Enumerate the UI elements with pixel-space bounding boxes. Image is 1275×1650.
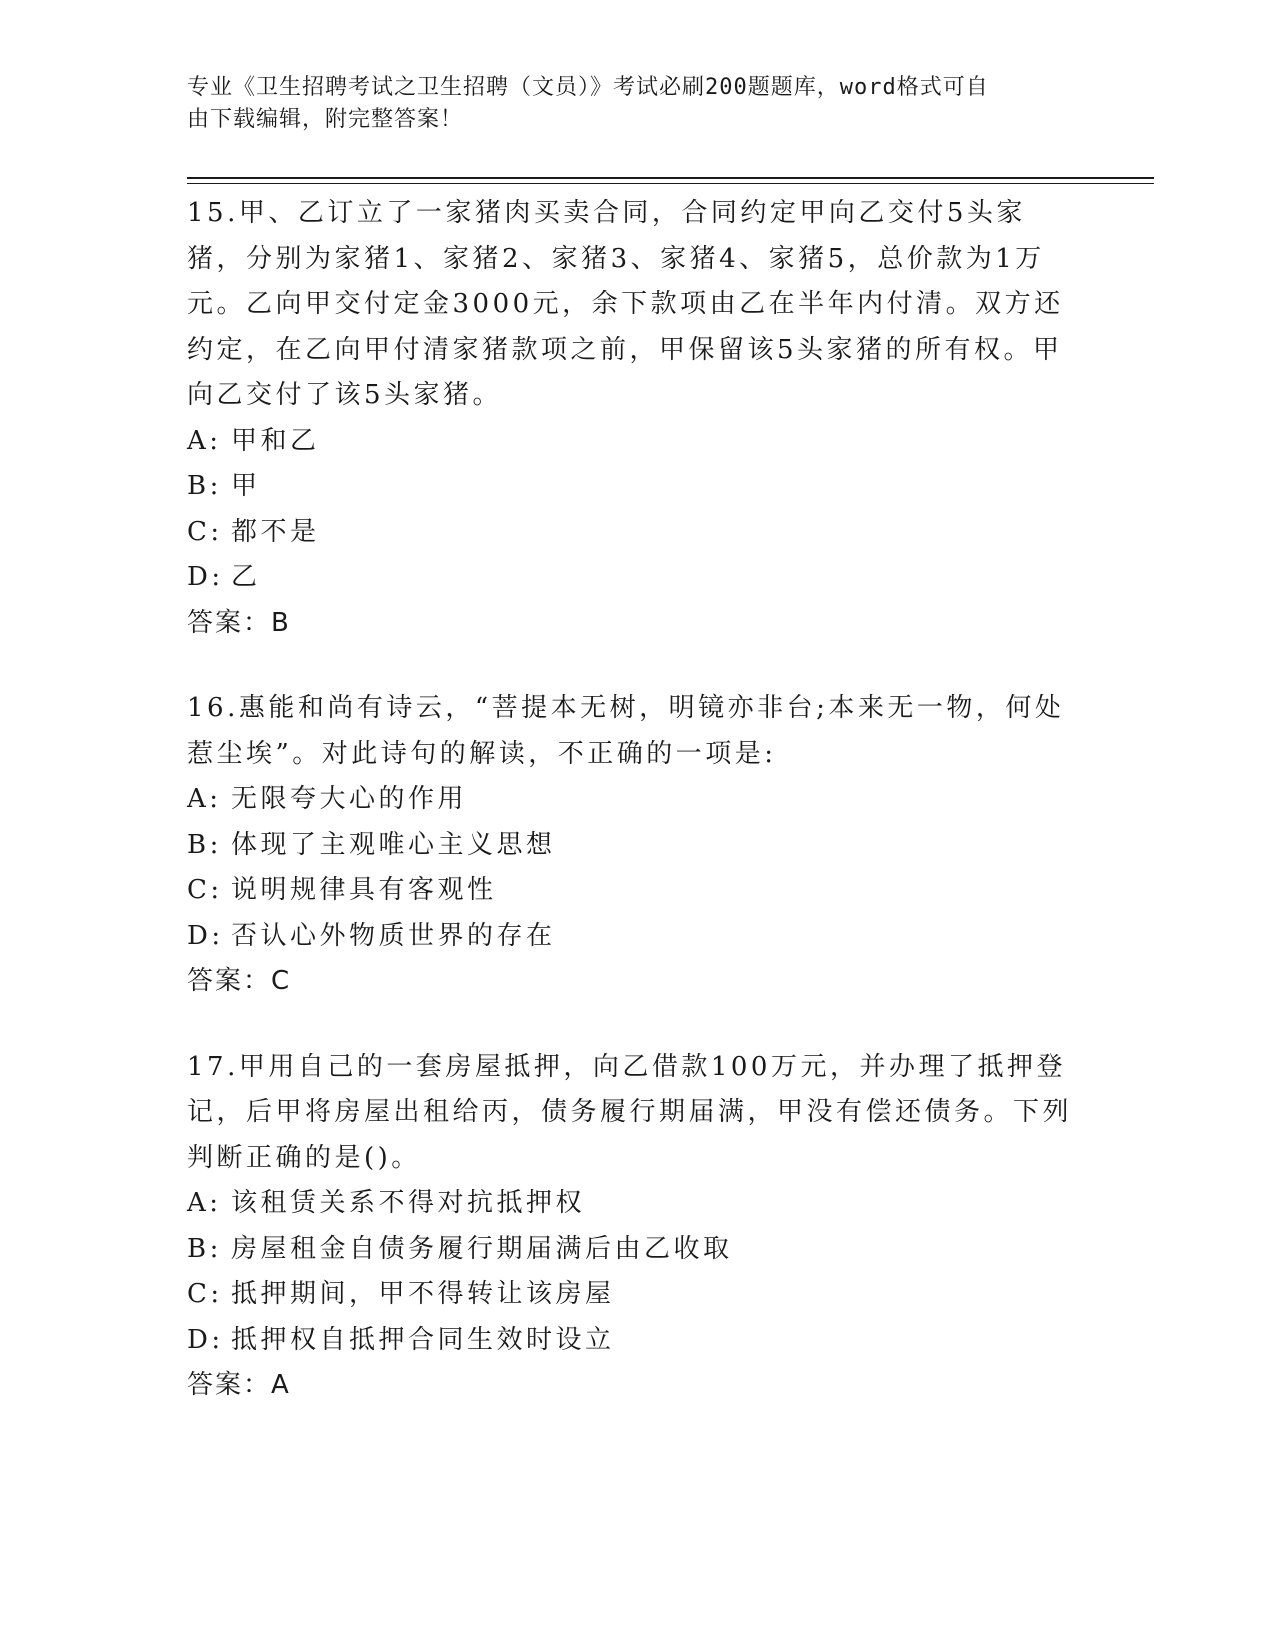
option-letter: A: (187, 425, 222, 456)
option-letter: B: (187, 829, 222, 860)
option-text: 无限夸大心的作用 (231, 784, 468, 814)
option-text: 甲 (231, 471, 261, 501)
option-b (187, 464, 1082, 510)
header-line-2: 由下载编辑，附完整答案！ (187, 107, 464, 132)
header-divider-thin (187, 183, 1154, 184)
option-letter: A: (187, 1188, 222, 1218)
answer-line: 答案：A (187, 1370, 291, 1400)
option-letter: C: (187, 1279, 223, 1309)
option-d (187, 914, 1082, 960)
option-letter: B: (187, 1233, 222, 1264)
option-letter: A: (187, 784, 222, 814)
option-letter: B: (187, 471, 222, 501)
option-text: 乙 (231, 562, 261, 592)
answer-line: 答案：C (187, 966, 292, 996)
option-text: 房屋租金自债务履行期届满后由乙收取 (231, 1233, 733, 1264)
option-text: 否认心外物质世界的存在 (231, 920, 556, 951)
question-17 (187, 1045, 1082, 1409)
option-letter: C: (187, 516, 223, 547)
document-header (187, 72, 1067, 136)
option-text: 说明规律具有客观性 (231, 875, 497, 905)
question-16 (187, 686, 1082, 1005)
answer-line: 答案：B (187, 607, 291, 638)
option-d (187, 555, 1082, 601)
option-text: 该租赁关系不得对抗抵押权 (231, 1188, 586, 1218)
option-text: 都不是 (231, 516, 320, 547)
option-text: 体现了主观唯心主义思想 (231, 829, 556, 860)
header-line-1: 专业《卫生招聘考试之卫生招聘（文员）》考试必刷200题题库，word格式可自 (187, 75, 989, 100)
option-text: 抵押权自抵押合同生效时设立 (231, 1324, 615, 1355)
option-b (187, 823, 1082, 869)
option-b (187, 1227, 1082, 1273)
option-text: 甲和乙 (231, 425, 320, 456)
option-letter: D: (187, 1324, 224, 1355)
option-c (187, 868, 1082, 914)
question-stem: 15.甲、乙订立了一家猪肉买卖合同，合同约定甲向乙交付5头家猪，分别为家猪1、家猪2、家猪3、家猪4、家猪5，总价款为1万元。乙向甲交付定金3000元，余下款项由乙在半年内付清。双方还约定，在乙向甲付清家猪款项之前，甲保留该5头家猪的所有权。甲向乙交付了该5头家猪。 (187, 198, 1064, 410)
option-a (187, 1181, 1082, 1227)
option-text: 抵押期间，甲不得转让该房屋 (231, 1279, 615, 1309)
question-stem: 16.惠能和尚有诗云，“菩提本无树，明镜亦非台;本来无一物，何处惹尘埃”。对此诗句的解读，不正确的一项是: (187, 693, 1065, 769)
option-c (187, 1272, 1082, 1318)
option-c (187, 510, 1082, 556)
question-15 (187, 191, 1082, 646)
question-list (187, 191, 1082, 1449)
header-divider-thick (187, 177, 1154, 179)
option-d (187, 1318, 1082, 1364)
option-letter: D: (187, 920, 224, 951)
option-letter: C: (187, 875, 223, 905)
option-a (187, 777, 1082, 823)
option-letter: D: (187, 562, 224, 592)
question-stem: 17.甲用自己的一套房屋抵押，向乙借款100万元，并办理了抵押登记，后甲将房屋出租给丙，债务履行期届满，甲没有偿还债务。下列判断正确的是()。 (187, 1051, 1073, 1173)
option-a (187, 419, 1082, 465)
